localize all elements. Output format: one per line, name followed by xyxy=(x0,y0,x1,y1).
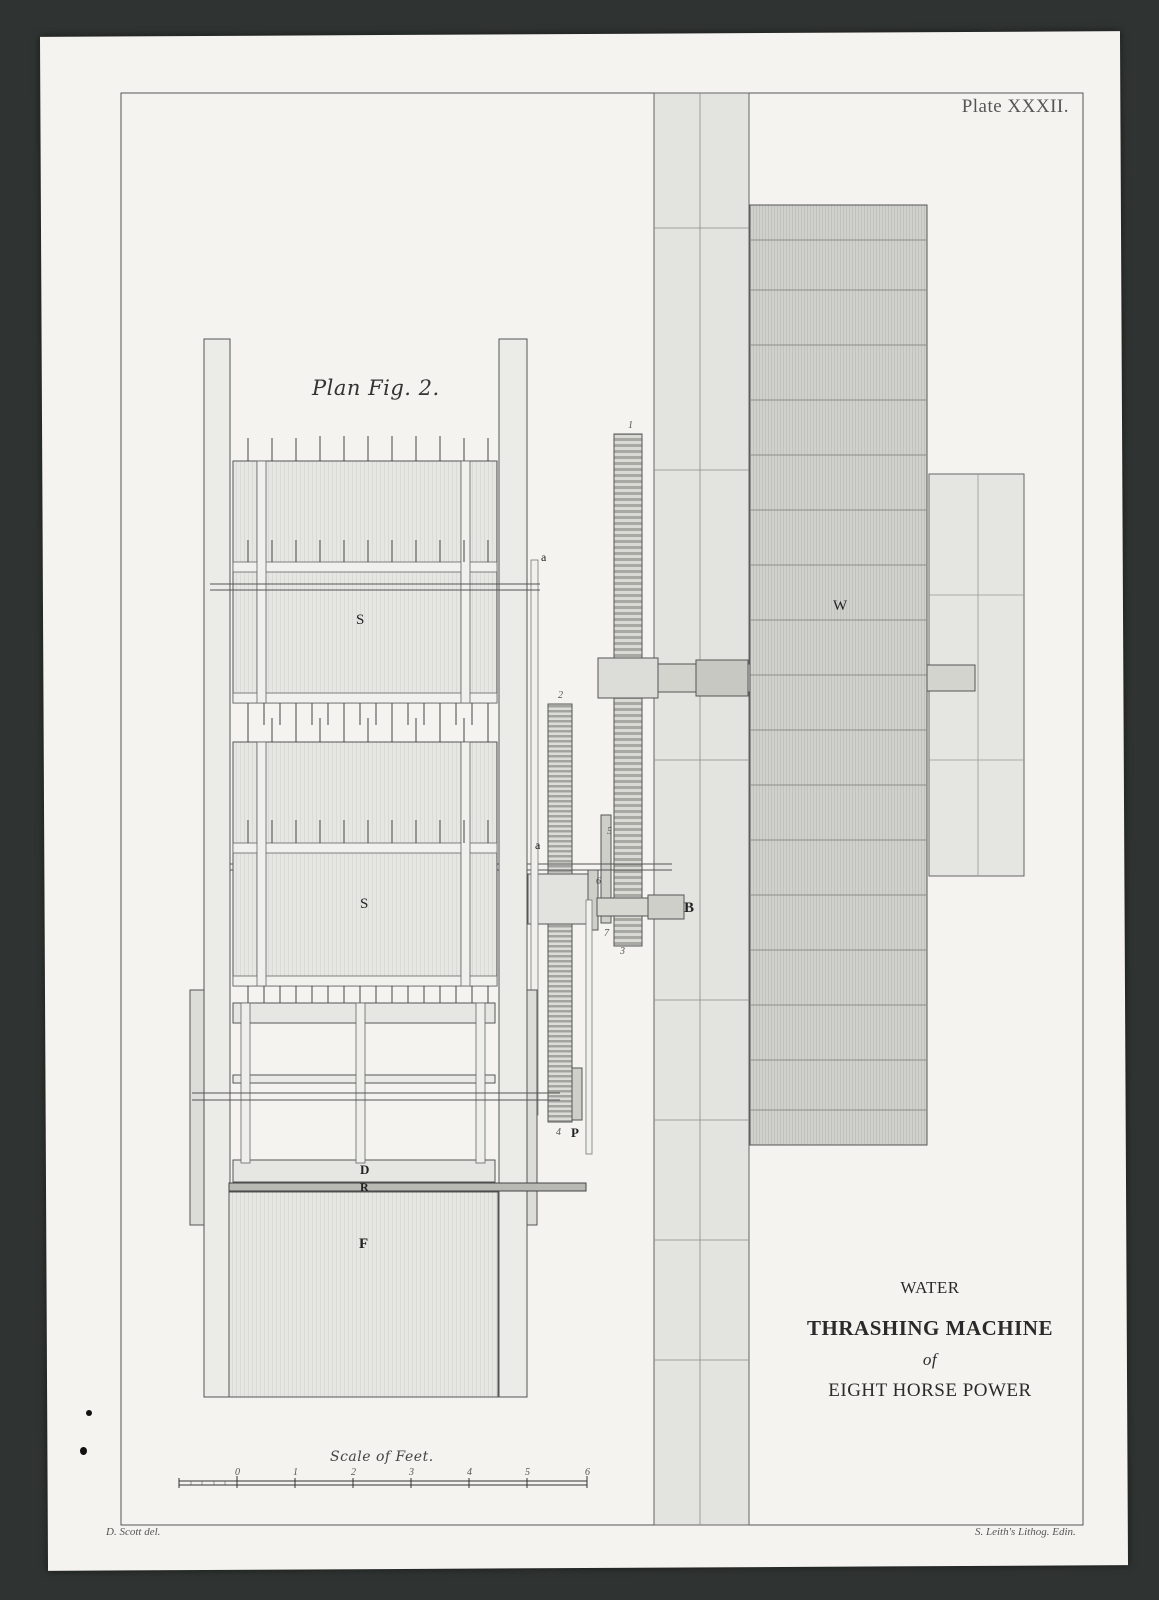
label-upper-shaker: S xyxy=(356,612,365,628)
label-lower-shaker: S xyxy=(360,896,369,912)
title-line-3: of xyxy=(922,1350,938,1369)
figure-title: Plan Fig. 2. xyxy=(312,376,440,400)
plate-number: Plate XXXII. xyxy=(961,96,1069,117)
paper-mark xyxy=(86,1410,92,1416)
gear-number-1: 1 xyxy=(628,420,633,431)
scale-tick-1: 1 xyxy=(293,1467,298,1478)
feed-rollers xyxy=(229,1183,586,1191)
title-line-1: WATER xyxy=(900,1278,960,1297)
pinion-4 xyxy=(572,1068,582,1120)
label-wheel-a-lower: a xyxy=(535,838,541,852)
water-wheel xyxy=(750,205,927,1145)
scale-label: Scale of Feet. xyxy=(330,1449,434,1465)
scale-tick-5: 5 xyxy=(525,1467,530,1478)
title-line-2: THRASHING MACHINE xyxy=(807,1316,1053,1340)
label-shaft-b: B xyxy=(684,900,695,916)
credit-lithographer: S. Leith's Lithog. Edin. xyxy=(975,1526,1076,1538)
scale-tick-2: 2 xyxy=(351,1467,356,1478)
lower-shaker xyxy=(233,718,497,1004)
masonry-wall xyxy=(654,93,749,1525)
label-feeding-board: F xyxy=(359,1236,369,1252)
scale-tick-0: 0 xyxy=(235,1467,240,1478)
paper-mark xyxy=(80,1447,87,1455)
credit-draughtsman: D. Scott del. xyxy=(106,1526,161,1538)
label-drum: D xyxy=(360,1162,370,1177)
scale-tick-3: 3 xyxy=(409,1467,414,1478)
label-pinion-p: P xyxy=(571,1125,579,1140)
title-line-4: EIGHT HORSE POWER xyxy=(828,1380,1032,1401)
gear-number-7: 7 xyxy=(604,928,609,939)
gear-number-5: 5 xyxy=(607,826,612,837)
label-water-wheel: W xyxy=(833,598,848,614)
gear-number-2: 2 xyxy=(558,690,563,701)
shaft-b xyxy=(597,895,684,919)
upper-shaker xyxy=(210,436,540,725)
scale-tick-labels xyxy=(0,1467,1159,1479)
scale-tick-6: 6 xyxy=(585,1467,590,1478)
label-rollers: R xyxy=(360,1180,369,1194)
scale-tick-4: 4 xyxy=(467,1467,472,1478)
feeding-board xyxy=(229,1192,498,1397)
gear-number-6: 6 xyxy=(596,876,601,887)
label-wheel-a-upper: a xyxy=(541,550,547,564)
gear-number-4: 4 xyxy=(556,1127,561,1138)
gear-number-3: 3 xyxy=(620,946,625,957)
